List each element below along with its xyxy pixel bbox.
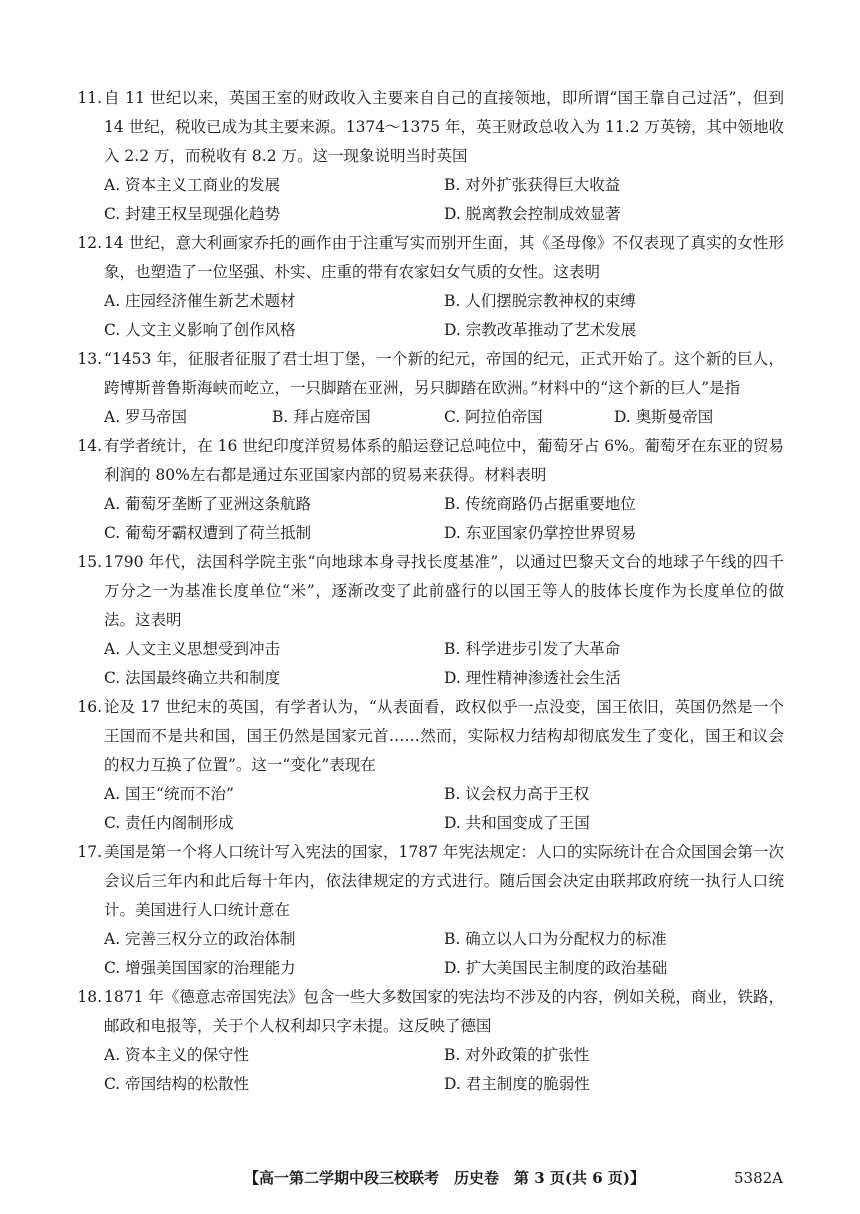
question-number: 12.: [77, 234, 102, 252]
option-b: B. 拜占庭帝国: [272, 408, 371, 426]
option-a: A. 完善三权分立的政治体制: [104, 930, 296, 948]
option-b: B. 确立以人口为分配权力的标准: [444, 930, 667, 948]
options: [104, 925, 784, 983]
question-text: 自 11 世纪以来，英国王室的财政收入主要来自自己的直接领地，即所谓“国王靠自己过活”，但到 14 世纪，税收已成为其主要来源。1374～1375 年，英王财政总收入为 11.2 万英镑，其中领地收入 2.2 万，而税收有 8.2 万。这一现象说明当时英国: [104, 89, 784, 165]
question-stem: [77, 838, 784, 925]
question-number: 16.: [77, 698, 102, 716]
footer-title: 【高一第二学期中段三校联考 历史卷 第 3 页(共 6 页)】: [244, 1169, 645, 1187]
option-d: D. 共和国变成了王国: [444, 814, 590, 832]
question-text: 有学者统计，在 16 世纪印度洋贸易体系的船运登记总吨位中，葡萄牙占 6%。葡萄牙在东亚的贸易利润的 80%左右都是通过东亚国家内部的贸易来获得。材料表明: [104, 437, 784, 484]
option-c: C. 法国最终确立共和制度: [104, 669, 281, 687]
option-a: A. 资本主义工商业的发展: [104, 176, 281, 194]
option-d: D. 理性精神渗透社会生活: [444, 669, 621, 687]
option-d: D. 扩大美国民主制度的政治基础: [444, 959, 668, 977]
question-14: [77, 432, 784, 548]
question-text: 1790 年代，法国科学院主张“向地球本身寻找长度基准”，以通过巴黎天文台的地球子午线的四千万分之一为基准长度单位“米”，逐渐改变了此前盛行的以国王等人的肢体长度作为长度单位的做法。这表明: [104, 553, 784, 629]
question-stem: [77, 548, 784, 635]
option-a: A. 国王“统而不治”: [104, 785, 234, 803]
option-c: C. 帝国结构的松散性: [104, 1075, 250, 1093]
question-stem: [77, 693, 784, 780]
question-list: [77, 84, 784, 1099]
question-number: 14.: [77, 437, 102, 455]
option-b: B. 科学进步引发了大革命: [444, 640, 621, 658]
question-text: 论及 17 世纪末的英国，有学者认为，“从表面看，政权似乎一点没变，国王依旧，英国仍然是一个王国而不是共和国，国王仍然是国家元首……然而，实际权力结构却彻底发生了变化，国王和议会的权力互换了位置”。这一“变化”表现在: [104, 698, 784, 774]
option-b: B. 议会权力高于王权: [444, 785, 590, 803]
option-d: D. 宗教改革推动了艺术发展: [444, 321, 637, 339]
options: [104, 1041, 784, 1099]
option-a: A. 庄园经济催生新艺术题材: [104, 292, 296, 310]
options: [104, 171, 784, 229]
question-13: [77, 345, 784, 432]
options: [104, 403, 784, 432]
option-d: D. 东亚国家仍掌控世界贸易: [444, 524, 637, 542]
option-b: B. 人们摆脱宗教神权的束缚: [444, 292, 636, 310]
question-text: 14 世纪，意大利画家乔托的画作由于注重写实而别开生面，其《圣母像》不仅表现了真实的女性形象，也塑造了一位坚强、朴实、庄重的带有农家妇女气质的女性。这表明: [104, 234, 784, 281]
option-d: D. 奥斯曼帝国: [614, 408, 714, 426]
option-b: B. 对外政策的扩张性: [444, 1046, 590, 1064]
question-15: [77, 548, 784, 693]
option-a: A. 人文主义思想受到冲击: [104, 640, 281, 658]
question-number: 11.: [77, 89, 102, 107]
option-c: C. 葡萄牙霸权遭到了荷兰抵制: [104, 524, 312, 542]
question-stem: [77, 432, 784, 490]
option-c: C. 阿拉伯帝国: [444, 408, 543, 426]
options: [104, 287, 784, 345]
question-number: 18.: [77, 988, 102, 1006]
option-c: C. 增强美国国家的治理能力: [104, 959, 296, 977]
question-stem: [77, 84, 784, 171]
question-number: 15.: [77, 553, 102, 571]
option-b: B. 传统商路仍占据重要地位: [444, 495, 636, 513]
option-d: D. 君主制度的脆弱性: [444, 1075, 590, 1093]
option-c: C. 封建王权呈现强化趋势: [104, 205, 281, 223]
option-b: B. 对外扩张获得巨大收益: [444, 176, 621, 194]
question-18: [77, 983, 784, 1099]
question-stem: [77, 983, 784, 1041]
options: [104, 490, 784, 548]
option-c: C. 人文主义影响了创作风格: [104, 321, 296, 339]
options: [104, 780, 784, 838]
option-a: A. 资本主义的保守性: [104, 1046, 250, 1064]
question-number: 13.: [77, 350, 102, 368]
question-text: 美国是第一个将人口统计写入宪法的国家，1787 年宪法规定：人口的实际统计在合众国国会第一次会议后三年内和此后每十年内，依法律规定的方式进行。随后国会决定由联邦政府统一执行人口统计。美国进行人口统计意在: [104, 843, 784, 919]
question-11: [77, 84, 784, 229]
option-d: D. 脱离教会控制成效显著: [444, 205, 621, 223]
question-text: 1871 年《德意志帝国宪法》包含一些大多数国家的宪法均不涉及的内容，例如关税，商业，铁路，邮政和电报等，关于个人权利却只字未提。这反映了德国: [104, 988, 784, 1035]
question-stem: [77, 229, 784, 287]
paper-code: 5382A: [734, 1169, 784, 1187]
option-a: A. 罗马帝国: [104, 408, 188, 426]
option-c: C. 责任内阁制形成: [104, 814, 234, 832]
option-a: A. 葡萄牙垄断了亚洲这条航路: [104, 495, 312, 513]
page-footer: [0, 1166, 860, 1190]
question-17: [77, 838, 784, 983]
question-12: [77, 229, 784, 345]
question-stem: [77, 345, 784, 403]
options: [104, 635, 784, 693]
question-number: 17.: [77, 843, 102, 861]
question-16: [77, 693, 784, 838]
question-text: “1453 年，征服者征服了君士坦丁堡，一个新的纪元，帝国的纪元，正式开始了。这个新的巨人，跨博斯普鲁斯海峡而屹立，一只脚踏在亚洲，另只脚踏在欧洲。”材料中的“这个新的巨人”是指: [104, 350, 784, 397]
